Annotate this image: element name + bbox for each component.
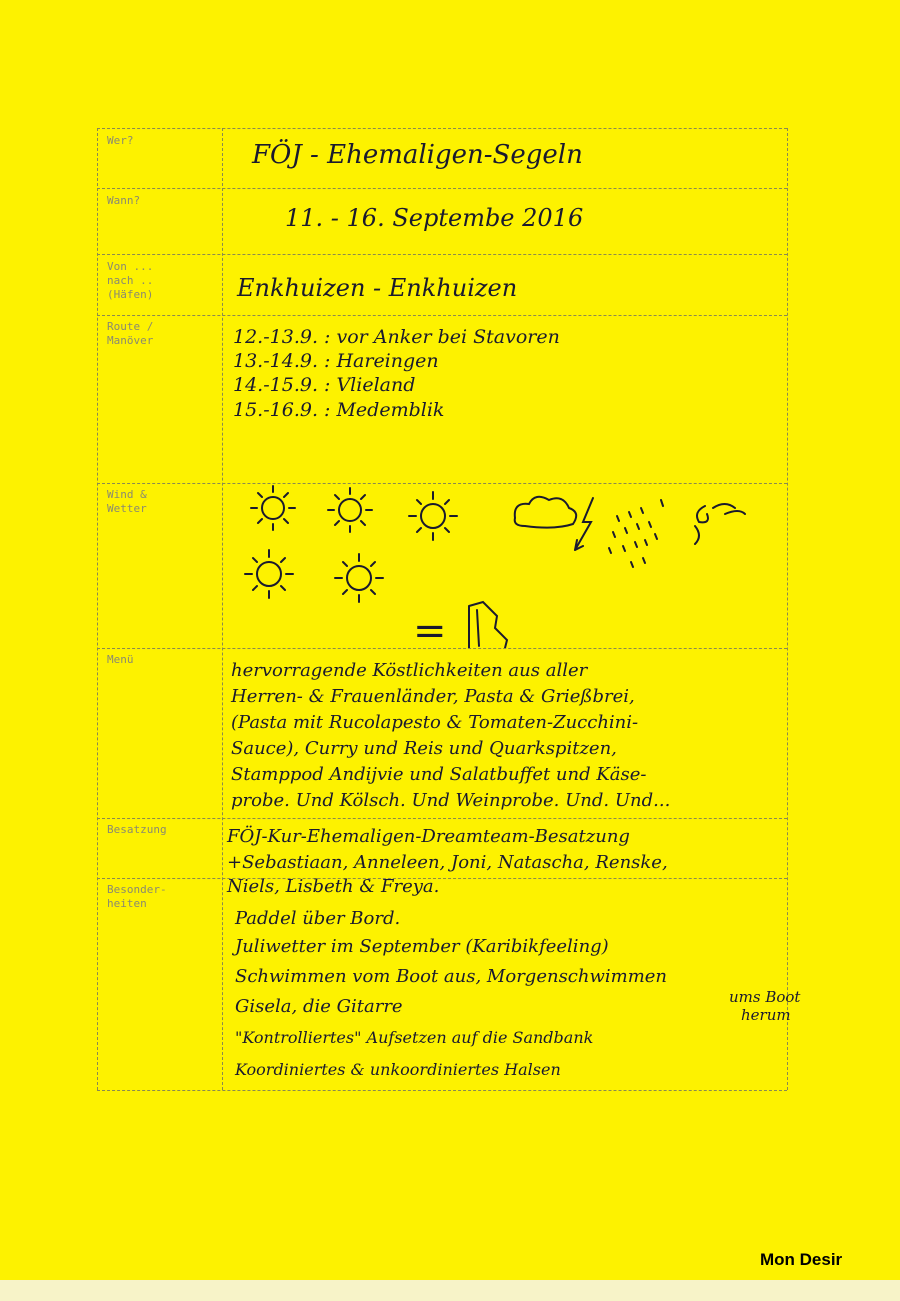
entry-wer: FÖJ - Ehemaligen-Segeln	[252, 140, 583, 170]
crew-line: FÖJ-Kur-Ehemaligen-Dreamteam-Besatzung	[227, 826, 630, 847]
label-besatzung: Besatzung	[107, 823, 167, 836]
route-line: 14.-15.9. : Vlieland	[233, 374, 416, 396]
cloud-icon	[515, 497, 576, 528]
crew-line: +Sebastiaan, Anneleen, Joni, Natascha, Renske,	[227, 852, 668, 873]
scan-margin	[0, 1280, 900, 1301]
lightning-icon	[575, 498, 593, 550]
label-wer: Wer?	[107, 134, 134, 147]
special-line: "Kontrolliertes" Aufsetzen auf die Sandbank	[235, 1028, 594, 1047]
label-menu: Menü	[107, 653, 134, 666]
sun-icon	[251, 486, 295, 530]
menu-line: Herren- & Frauenländer, Pasta & Grießbrei,	[231, 686, 635, 707]
crew-line: Niels, Lisbeth & Freya.	[227, 876, 440, 897]
label-besonderheiten: Besonder- heiten	[107, 883, 167, 910]
sun-icon	[245, 550, 293, 598]
label-wann: Wann?	[107, 194, 141, 207]
sun-icon	[328, 488, 372, 532]
sun-icon	[409, 492, 457, 540]
menu-line: (Pasta mit Rucolapesto & Tomaten-Zucchini-	[231, 712, 639, 733]
special-note: herum	[741, 1006, 791, 1024]
special-line: Gisela, die Gitarre	[235, 996, 403, 1017]
route-line: 13.-14.9. : Hareingen	[233, 350, 439, 372]
menu-line: hervorragende Köstlichkeiten aus aller	[231, 660, 588, 681]
house-doodle	[469, 602, 507, 648]
menu-line: Sauce), Curry und Reis und Quarkspitzen,	[231, 738, 617, 759]
menu-line: probe. Und Kölsch. Und Weinprobe. Und. Und...	[231, 790, 671, 811]
label-route: Route / Manöver	[107, 320, 154, 347]
route-line: 12.-13.9. : vor Anker bei Stavoren	[233, 326, 560, 348]
entry-von-nach: Enkhuizen - Enkhuizen	[237, 274, 518, 302]
special-note: ums Boot	[729, 988, 801, 1006]
weather-equals-sign: =	[413, 608, 447, 648]
route-line: 15.-16.9. : Medemblik	[233, 399, 445, 421]
special-line: Juliwetter im September (Karibikfeeling)	[235, 936, 609, 957]
brand-label: Mon Desir	[760, 1250, 843, 1269]
sun-icon	[335, 554, 383, 602]
rain-icon	[609, 500, 663, 567]
weather-doodle	[225, 478, 785, 648]
menu-line: Stamppod Andijvie und Salatbuffet und Käse-	[231, 764, 647, 785]
label-von-nach: Von ... nach .. (Häfen)	[107, 260, 154, 301]
special-line: Koordiniertes & unkoordiniertes Halsen	[235, 1060, 561, 1079]
label-wind-wetter: Wind & Wetter	[107, 488, 147, 515]
special-line: Paddel über Bord.	[235, 908, 401, 929]
wind-icon	[695, 504, 745, 544]
special-line: Schwimmen vom Boot aus, Morgenschwimmen	[235, 966, 668, 987]
entry-wann: 11. - 16. Septembe 2016	[285, 204, 584, 232]
